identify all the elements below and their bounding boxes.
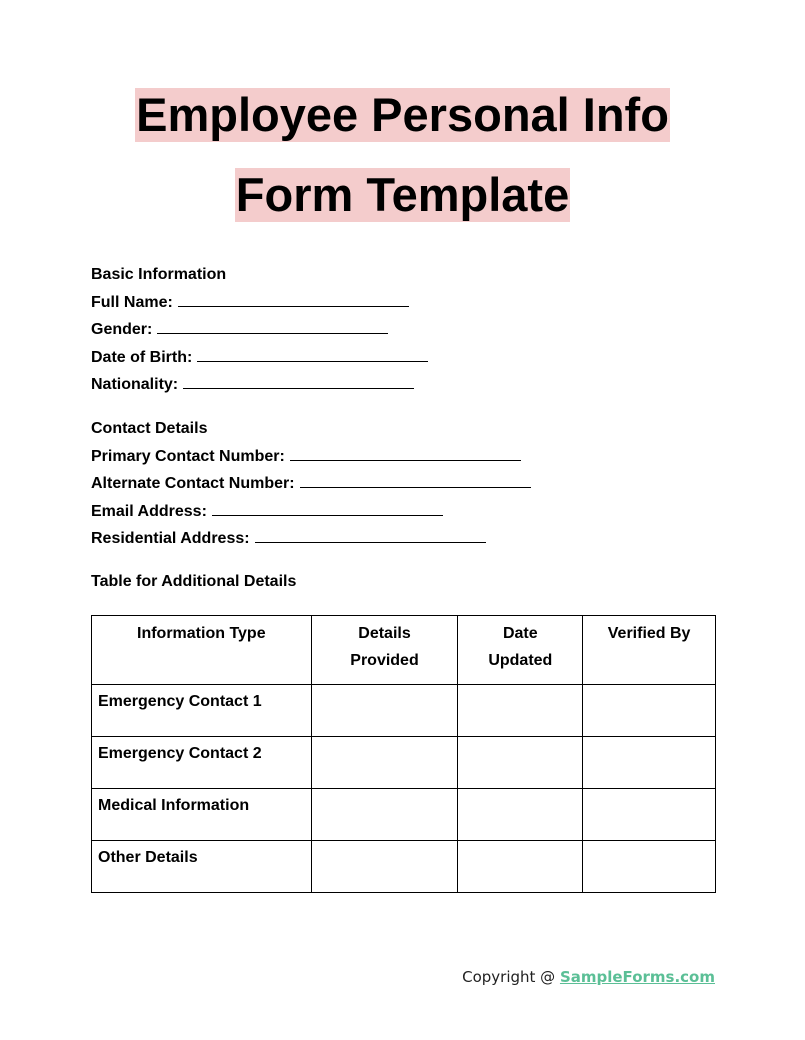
gender-input[interactable] <box>157 320 388 334</box>
field-label: Full Name: <box>91 293 173 311</box>
nationality-input[interactable] <box>183 375 414 389</box>
date-updated-cell[interactable] <box>458 841 583 893</box>
column-header-verified-by: Verified By <box>583 616 716 685</box>
sampleforms-link[interactable]: SampleForms.com <box>559 968 715 986</box>
details-provided-cell[interactable] <box>311 789 458 841</box>
copyright-text: Copyright @ <box>462 968 560 986</box>
additional-details-section <box>91 568 296 596</box>
table-row <box>92 685 716 737</box>
information-type-cell: Emergency Contact 2 <box>92 737 312 789</box>
date-of-birth-field <box>91 344 428 372</box>
contact-details-section <box>91 415 531 553</box>
title-line-1-wrap <box>0 88 805 142</box>
verified-by-cell[interactable] <box>583 789 716 841</box>
section-heading: Basic Information <box>91 266 227 283</box>
field-label: Residential Address: <box>91 530 250 547</box>
column-header-details-provided <box>311 616 458 685</box>
email-address-field <box>91 498 531 526</box>
primary-contact-input[interactable] <box>290 447 521 461</box>
section-heading: Contact Details <box>91 420 208 437</box>
column-header-information-type: Information Type <box>92 616 312 685</box>
alternate-contact-field <box>91 470 531 498</box>
copyright-footer <box>462 968 715 986</box>
title-line-2-wrap <box>0 168 805 222</box>
column-header-date-updated <box>458 616 583 685</box>
additional-details-table <box>91 615 716 893</box>
basic-information-section <box>91 261 428 399</box>
section-heading: Table for Additional Details <box>91 573 297 590</box>
information-type-cell: Other Details <box>92 841 312 893</box>
field-label: Email Address: <box>91 502 207 520</box>
page-title-line-1: Employee Personal Info <box>136 88 669 141</box>
primary-contact-field <box>91 443 531 471</box>
alternate-contact-input[interactable] <box>300 474 531 488</box>
date-updated-cell[interactable] <box>458 789 583 841</box>
field-label: Date of Birth: <box>91 348 193 366</box>
details-provided-cell[interactable] <box>311 685 458 737</box>
details-provided-cell[interactable] <box>311 841 458 893</box>
field-label: Primary Contact Number: <box>91 447 285 465</box>
information-type-cell: Medical Information <box>92 789 312 841</box>
table-row <box>92 737 716 789</box>
column-header-text: Date Updated <box>488 625 553 669</box>
verified-by-cell[interactable] <box>583 685 716 737</box>
table-row <box>92 789 716 841</box>
information-type-cell: Emergency Contact 1 <box>92 685 312 737</box>
date-of-birth-input[interactable] <box>197 348 428 362</box>
email-address-input[interactable] <box>212 502 443 516</box>
details-provided-cell[interactable] <box>311 737 458 789</box>
residential-address-field <box>91 525 531 553</box>
full-name-input[interactable] <box>178 293 409 307</box>
field-label: Gender: <box>91 321 153 338</box>
field-label: Nationality: <box>91 376 179 393</box>
verified-by-cell[interactable] <box>583 841 716 893</box>
verified-by-cell[interactable] <box>583 737 716 789</box>
page-title-line-2: Form Template <box>235 168 570 221</box>
field-label: Alternate Contact Number: <box>91 475 295 492</box>
residential-address-input[interactable] <box>255 529 486 543</box>
date-updated-cell[interactable] <box>458 737 583 789</box>
nationality-field <box>91 371 428 399</box>
date-updated-cell[interactable] <box>458 685 583 737</box>
gender-field <box>91 316 428 344</box>
full-name-field <box>91 289 428 317</box>
table-header-row <box>92 616 716 685</box>
column-header-text: Details Provided <box>350 625 419 669</box>
table-row <box>92 841 716 893</box>
